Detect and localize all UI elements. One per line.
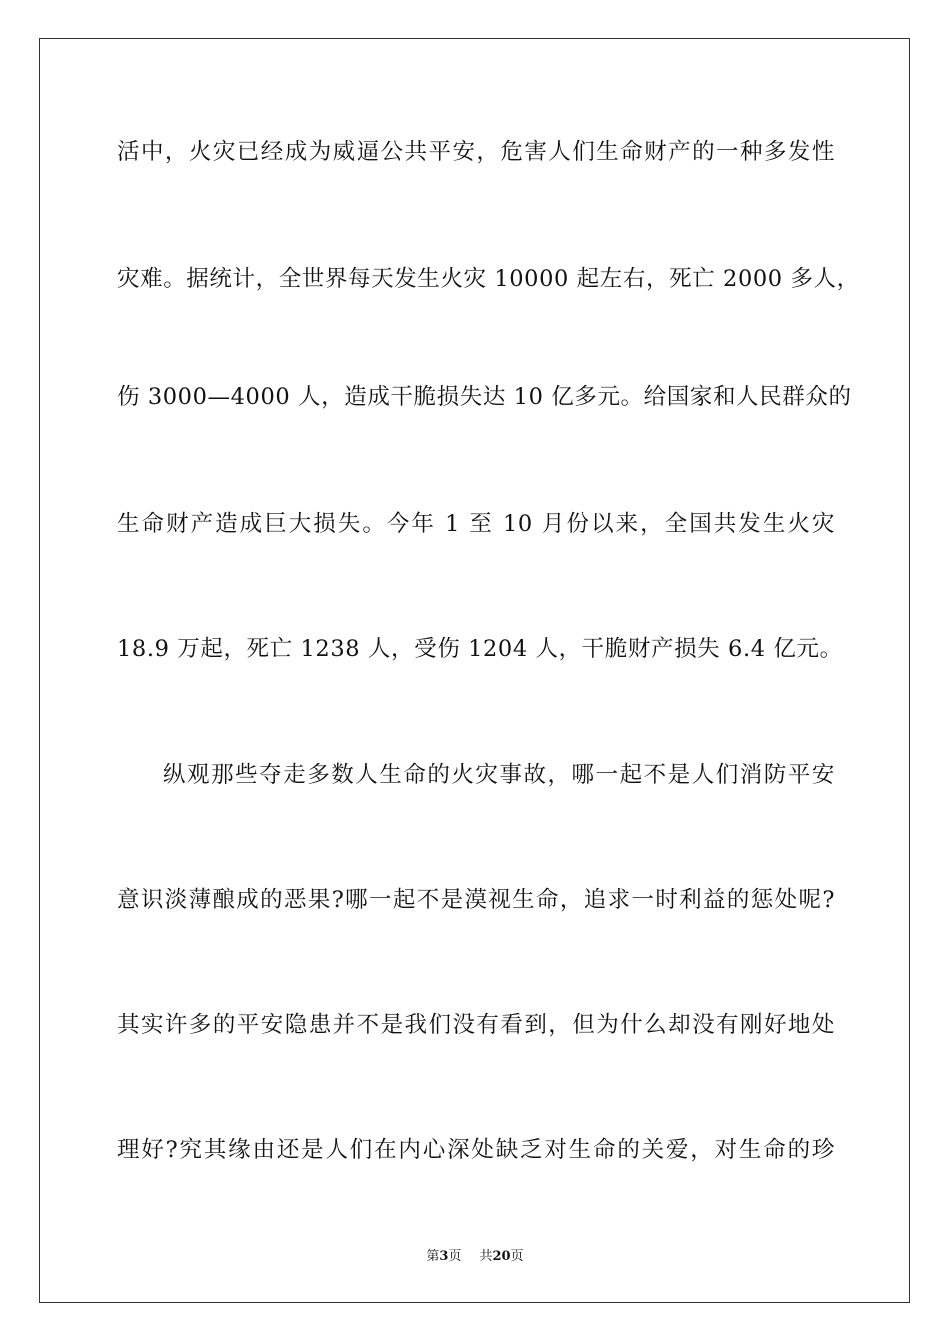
text-line-8: 其实许多的平安隐患并不是我们没有看到，但为什么却没有刚好地处 xyxy=(117,1012,835,1038)
text-line-5: 18.9 万起，死亡 1238 人，受伤 1204 人，干脆财产损失 6.4 亿元。 xyxy=(117,636,843,662)
page-number: 3 xyxy=(439,1249,449,1264)
text-line-2: 灾难。据统计，全世界每天发生火灾 10000 起左右，死亡 2000 多人， xyxy=(117,266,860,292)
total-suffix: 页 xyxy=(510,1249,524,1264)
text-line-9: 理好?究其缘由还是人们在内心深处缺乏对生命的关爱，对生命的珍 xyxy=(117,1137,835,1163)
text-line-6-paragraph-start: 纵观那些夺走多数人生命的火灾事故，哪一起不是人们消防平安 xyxy=(163,762,835,788)
text-line-1: 活中，火灾已经成为威逼公共平安，危害人们生命财产的一种多发性 xyxy=(117,139,835,165)
total-pages: 20 xyxy=(492,1249,511,1264)
page-footer xyxy=(0,1248,950,1266)
page-suffix: 页 xyxy=(448,1249,462,1264)
page-prefix: 第 xyxy=(426,1249,440,1264)
page-border xyxy=(39,38,910,1303)
text-line-3: 伤 3000—4000 人，造成干脆损失达 10 亿多元。给国家和人民群众的 xyxy=(117,384,852,410)
text-line-7: 意识淡薄酿成的恶果?哪一起不是漠视生命，追求一时利益的惩处呢? xyxy=(117,887,835,913)
text-line-4: 生命财产造成巨大损失。今年 1 至 10 月份以来，全国共发生火灾 xyxy=(117,511,835,537)
total-prefix: 共 xyxy=(479,1249,493,1264)
